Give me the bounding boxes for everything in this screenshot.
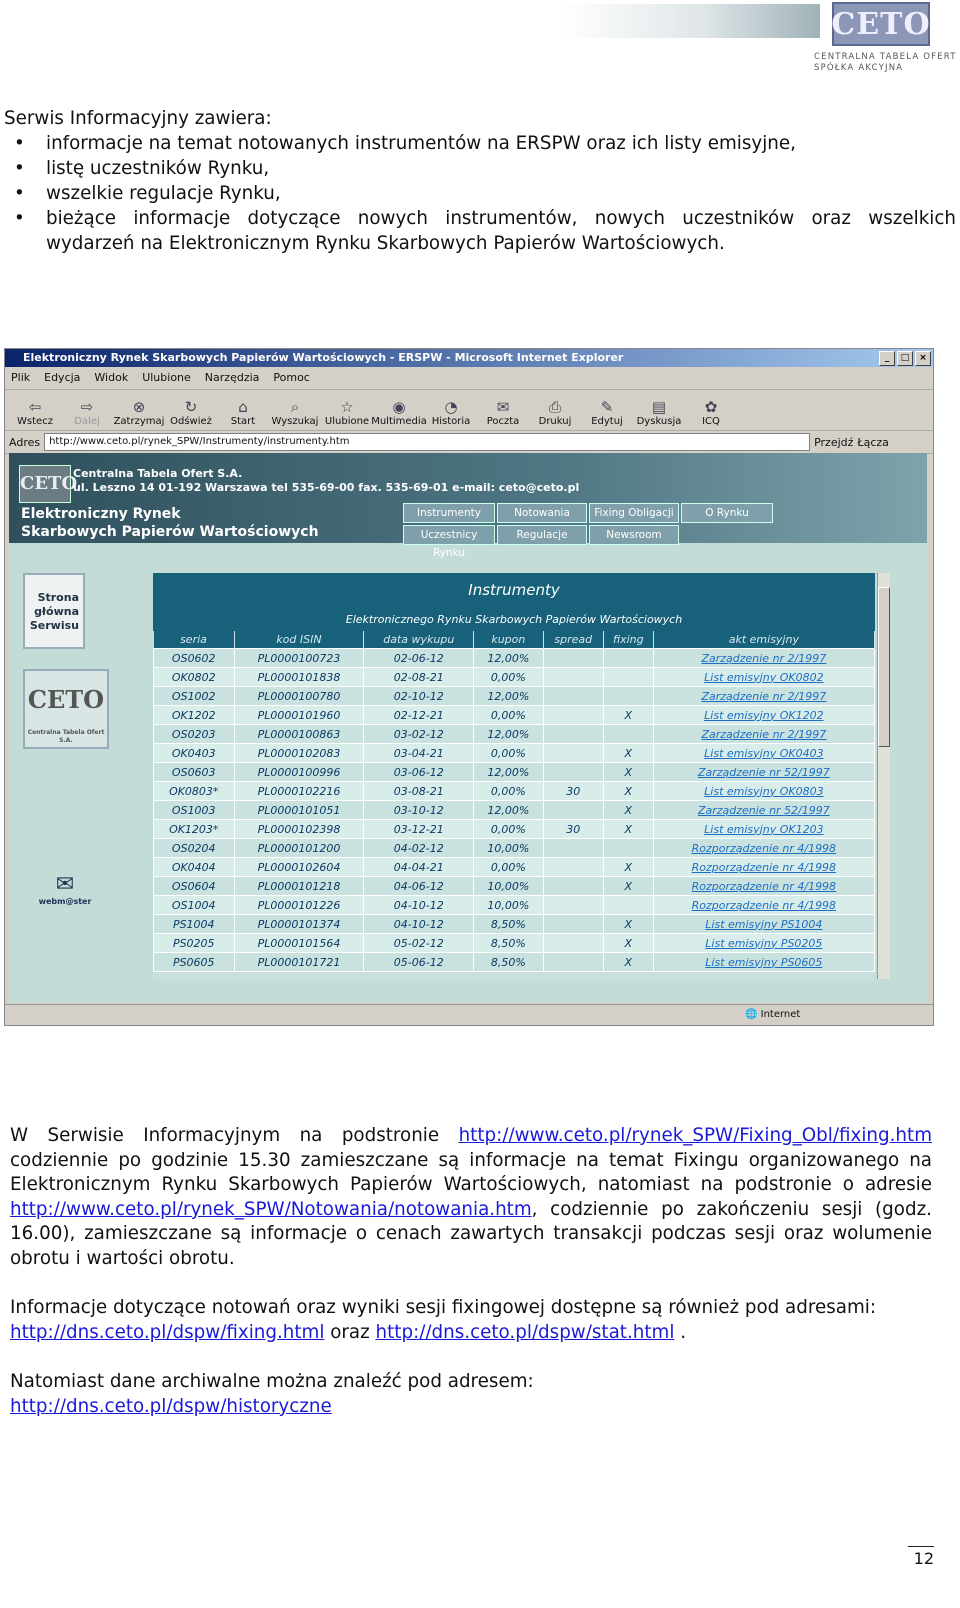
forward-button[interactable]: ⇨ Dalej <box>74 398 100 427</box>
table-cell <box>603 896 653 915</box>
search-icon: ⌕ <box>290 398 300 416</box>
nav-instrumenty[interactable]: Instrumenty <box>403 503 495 523</box>
table-cell: 0,00% <box>474 744 544 763</box>
table-cell: 02-10-12 <box>364 687 474 706</box>
issue-act-link[interactable]: Zarządzenie nr 52/1997 <box>653 801 874 820</box>
series-link[interactable]: OK1202 <box>154 706 235 725</box>
paragraph-addresses: Informacje dotyczące notowań oraz wyniki sesji fixingowej dostępne są również pod adresami: http://dns.ceto.pl/dspw/fixing.html oraz http://dns.ceto.pl/dspw/stat.html . <box>10 1297 877 1343</box>
table-cell <box>543 801 603 820</box>
table-cell: X <box>603 782 653 801</box>
menu-pomoc[interactable]: Pomoc <box>273 371 310 384</box>
table-cell <box>543 858 603 877</box>
paragraph-fixing: W Serwisie Informacyjnym na podstronie http://www.ceto.pl/rynek_SPW/Fixing_Obl/fixing.htm codziennie po godzinie 15.30 zamieszczane są informacje na temat Fixingu organizowanego na Elektronicznym Rynku Skarbowych Papierów Wartościowych, natomiast na podstronie o adresie http://www.ceto.pl/rynek_SPW/Notowania/notowania.htm, codziennie po zakończeniu sesji (godz. 16.00), zamieszczane są informacje o cenach zawartych transakcji podczas sesji oraz wolumenie obrotu i wartości obrotu. <box>10 1125 932 1269</box>
stop-button[interactable]: ⊗ Zatrzymaj <box>113 398 165 427</box>
series-link[interactable]: OK0404 <box>154 858 235 877</box>
table-row <box>154 915 875 934</box>
mail-icon: ✉ <box>496 398 510 416</box>
table-cell: PL0000100863 <box>234 725 364 744</box>
table-cell: 04-10-12 <box>364 896 474 915</box>
table-cell: PL0000101226 <box>234 896 364 915</box>
address-input[interactable]: http://www.ceto.pl/rynek_SPW/Instrumenty/instrumenty.htm <box>44 433 810 451</box>
table-cell: X <box>603 915 653 934</box>
intro-section <box>4 106 956 256</box>
vertical-scrollbar[interactable] <box>877 573 890 979</box>
table-cell <box>603 725 653 744</box>
address-bar <box>5 431 933 454</box>
table-cell: 03-06-12 <box>364 763 474 782</box>
table-row <box>154 706 875 725</box>
intro-heading: Serwis Informacyjny zawiera: <box>4 108 272 129</box>
series-link[interactable]: OS0203 <box>154 725 235 744</box>
home-page-button[interactable]: Strona główna Serwisu <box>23 573 85 649</box>
issue-act-link[interactable]: List emisyjny OK0403 <box>653 744 874 763</box>
table-cell: X <box>603 934 653 953</box>
issue-act-link[interactable]: Zarządzenie nr 2/1997 <box>653 649 874 668</box>
column-header: spread <box>543 631 603 649</box>
issue-act-link[interactable]: Rozporządzenie nr 4/1998 <box>653 877 874 896</box>
table-cell: PL0000101564 <box>234 934 364 953</box>
series-link[interactable]: OS0604 <box>154 877 235 896</box>
series-link[interactable]: OS0603 <box>154 763 235 782</box>
discuss-button[interactable]: ▤ Dyskusja <box>636 398 682 427</box>
table-cell <box>543 915 603 934</box>
paragraph-archive: Natomiast dane archiwalne można znaleźć pod adresem: http://dns.ceto.pl/dspw/historyczne <box>10 1370 932 1419</box>
table-cell: 10,00% <box>474 877 544 896</box>
site-title: Elektroniczny Rynek Skarbowych Papierów Wartościowych <box>21 506 319 540</box>
table-cell: 10,00% <box>474 896 544 915</box>
table-cell: PL0000101218 <box>234 877 364 896</box>
history-button[interactable]: ◔ Historia <box>431 398 471 427</box>
envelope-icon: ✉ <box>55 872 75 897</box>
icq-button[interactable]: ✿ ICQ <box>702 398 720 427</box>
site-header <box>9 453 927 559</box>
table-cell: 10,00% <box>474 839 544 858</box>
company-name-line1: CENTRALNA TABELA OFERT <box>814 52 957 62</box>
table-cell: 8,50% <box>474 915 544 934</box>
table-row <box>154 953 875 972</box>
table-cell <box>543 649 603 668</box>
fixing-link[interactable]: http://www.ceto.pl/rynek_SPW/Fixing_Obl/fixing.htm <box>458 1125 932 1146</box>
intro-list <box>4 131 956 256</box>
issue-act-link[interactable]: List emisyjny OK0803 <box>653 782 874 801</box>
table-row <box>154 858 875 877</box>
table-cell: 12,00% <box>474 725 544 744</box>
table-cell: X <box>603 706 653 725</box>
home-icon: ⌂ <box>238 398 248 416</box>
series-link[interactable]: OS1002 <box>154 687 235 706</box>
table-cell: X <box>603 801 653 820</box>
stop-icon: ⊗ <box>132 398 146 416</box>
scroll-thumb[interactable] <box>878 587 890 747</box>
nav-notowania[interactable]: Notowania <box>497 503 587 523</box>
table-row <box>154 782 875 801</box>
series-link[interactable]: OS1003 <box>154 801 235 820</box>
table-cell: X <box>603 858 653 877</box>
table-row <box>154 934 875 953</box>
table-cell: 12,00% <box>474 763 544 782</box>
table-cell <box>543 668 603 687</box>
table-row <box>154 877 875 896</box>
instruments-title: Instrumenty Elektronicznego Rynku Skarbowych Papierów Wartościowych <box>153 573 875 631</box>
issue-act-link[interactable]: List emisyjny PS0205 <box>653 934 874 953</box>
archive-link[interactable]: http://dns.ceto.pl/dspw/historyczne <box>10 1395 332 1417</box>
table-cell: 0,00% <box>474 668 544 687</box>
table-cell: PL0000101838 <box>234 668 364 687</box>
browser-window-screenshot <box>4 348 934 1026</box>
browser-title: Elektroniczny Rynek Skarbowych Papierów Wartościowych - ERSPW - Microsoft Internet Explorer <box>23 351 624 364</box>
table-cell: 03-04-21 <box>364 744 474 763</box>
table-cell: 04-06-12 <box>364 877 474 896</box>
table-cell: X <box>603 820 653 839</box>
series-link[interactable]: PS0605 <box>154 953 235 972</box>
forward-arrow-icon: ⇨ <box>80 398 94 416</box>
table-cell <box>543 839 603 858</box>
page-number: 12 <box>908 1546 934 1568</box>
dspw-stat-link[interactable]: http://dns.ceto.pl/dspw/stat.html <box>375 1321 675 1343</box>
table-row <box>154 649 875 668</box>
back-button[interactable]: ⇦ Wstecz <box>17 398 53 427</box>
table-cell: 05-06-12 <box>364 953 474 972</box>
menu-widok[interactable]: Widok <box>94 371 129 384</box>
table-cell <box>603 668 653 687</box>
table-cell: PL0000101200 <box>234 839 364 858</box>
table-row <box>154 668 875 687</box>
edit-button[interactable]: ✎ Edytuj <box>591 398 623 427</box>
issue-act-link[interactable]: Zarządzenie nr 2/1997 <box>653 687 874 706</box>
table-cell: 02-06-12 <box>364 649 474 668</box>
company-name-line2: SPÓŁKA AKCYJNA <box>814 63 904 73</box>
dspw-fixing-link[interactable]: http://dns.ceto.pl/dspw/fixing.html <box>10 1321 325 1343</box>
edit-icon: ✎ <box>600 398 614 416</box>
table-row <box>154 801 875 820</box>
table-cell: X <box>603 877 653 896</box>
table-cell: 8,50% <box>474 953 544 972</box>
issue-act-link[interactable]: List emisyjny PS0605 <box>653 953 874 972</box>
table-cell: PL0000100780 <box>234 687 364 706</box>
table-cell <box>543 725 603 744</box>
home-button[interactable]: ⌂ Start <box>230 398 256 427</box>
nav-uczestnicy[interactable]: Uczestnicy Rynku <box>403 525 495 545</box>
refresh-button[interactable]: ↻ Odśwież <box>170 398 212 427</box>
table-cell: X <box>603 763 653 782</box>
table-cell <box>543 934 603 953</box>
search-button[interactable]: ⌕ Wyszukaj <box>271 398 319 427</box>
list-item: • bieżące informacje dotyczące nowych instrumentów, nowych uczestników oraz wszelkich wydarzeń na Elektronicznym Rynku Skarbowych Papierów Wartościowych. <box>4 206 956 256</box>
issue-act-link[interactable]: Rozporządzenie nr 4/1998 <box>653 858 874 877</box>
table-row <box>154 839 875 858</box>
nav-o-rynku[interactable]: O Rynku <box>681 503 773 523</box>
table-cell <box>543 877 603 896</box>
print-icon: ⎙ <box>548 398 561 416</box>
table-row <box>154 896 875 915</box>
table-cell <box>543 687 603 706</box>
series-link[interactable]: PS0205 <box>154 934 235 953</box>
list-item: • wszelkie regulacje Rynku, <box>4 181 956 206</box>
table-cell: PL0000101051 <box>234 801 364 820</box>
table-cell: 0,00% <box>474 858 544 877</box>
table-cell: PL0000101960 <box>234 706 364 725</box>
maximize-icon[interactable]: □ <box>897 351 913 366</box>
column-header: seria <box>154 631 235 649</box>
table-cell: PL0000100723 <box>234 649 364 668</box>
browser-menubar <box>5 367 933 390</box>
table-cell <box>543 896 603 915</box>
instruments-table <box>153 631 875 972</box>
table-cell: 0,00% <box>474 706 544 725</box>
instruments-panel <box>153 573 875 981</box>
table-cell: 03-10-12 <box>364 801 474 820</box>
header-gradient <box>560 4 820 38</box>
nav-fixing[interactable]: Fixing Obligacji <box>589 503 679 523</box>
table-cell: 03-08-21 <box>364 782 474 801</box>
media-icon: ◉ <box>392 398 406 416</box>
column-header: kupon <box>474 631 544 649</box>
go-button[interactable]: Przejdź <box>814 435 854 449</box>
table-cell: PL0000100996 <box>234 763 364 782</box>
series-link[interactable]: OK0403 <box>154 744 235 763</box>
series-link[interactable]: OS0602 <box>154 649 235 668</box>
minimize-icon[interactable]: _ <box>879 351 895 366</box>
address-label: Adres <box>9 435 41 449</box>
table-cell: 12,00% <box>474 687 544 706</box>
print-button[interactable]: ⎙ Drukuj <box>538 398 572 427</box>
table-cell: 05-02-12 <box>364 934 474 953</box>
issue-act-link[interactable]: List emisyjny OK1202 <box>653 706 874 725</box>
history-icon: ◔ <box>444 398 458 416</box>
list-item: • listę uczestników Rynku, <box>4 156 956 181</box>
table-cell: 04-04-21 <box>364 858 474 877</box>
table-row <box>154 725 875 744</box>
table-cell: X <box>603 953 653 972</box>
table-row <box>154 687 875 706</box>
mail-button[interactable]: ✉ Poczta <box>486 398 520 427</box>
series-link[interactable]: OS1004 <box>154 896 235 915</box>
table-cell: 0,00% <box>474 782 544 801</box>
table-cell: 03-12-21 <box>364 820 474 839</box>
issue-act-link[interactable]: Zarządzenie nr 52/1997 <box>653 763 874 782</box>
table-cell: PL0000102216 <box>234 782 364 801</box>
column-header: data wykupu <box>364 631 474 649</box>
notowania-link[interactable]: http://www.ceto.pl/rynek_SPW/Notowania/notowania.htm <box>10 1198 532 1220</box>
table-cell: 04-02-12 <box>364 839 474 858</box>
table-cell: X <box>603 744 653 763</box>
table-cell: PL0000102604 <box>234 858 364 877</box>
table-cell: PL0000101374 <box>234 915 364 934</box>
table-cell: 02-12-21 <box>364 706 474 725</box>
site-logo[interactable]: CETO <box>19 465 71 503</box>
webmaster-link[interactable]: ✉ webm@ster <box>35 873 95 906</box>
series-link[interactable]: OK0803* <box>154 782 235 801</box>
browser-toolbar <box>5 390 933 431</box>
table-cell <box>603 649 653 668</box>
table-row <box>154 744 875 763</box>
issue-act-link[interactable]: Zarządzenie nr 2/1997 <box>653 725 874 744</box>
list-item: • informacje na temat notowanych instrumentów na ERSPW oraz ich listy emisyjne, <box>4 131 956 156</box>
column-header: kod ISIN <box>234 631 364 649</box>
menu-edycja[interactable]: Edycja <box>44 371 81 384</box>
nav-newsroom[interactable]: Newsroom <box>589 525 679 545</box>
table-cell <box>543 744 603 763</box>
column-header: fixing <box>603 631 653 649</box>
table-cell <box>603 687 653 706</box>
refresh-icon: ↻ <box>184 398 198 416</box>
status-bar <box>5 1004 933 1025</box>
browser-titlebar <box>5 349 933 367</box>
issue-act-link[interactable]: Rozporządzenie nr 4/1998 <box>653 839 874 858</box>
table-cell: PL0000101721 <box>234 953 364 972</box>
table-cell: 03-02-12 <box>364 725 474 744</box>
series-link[interactable]: OK0802 <box>154 668 235 687</box>
table-cell: 02-08-21 <box>364 668 474 687</box>
menu-narzedzia[interactable]: Narzędzia <box>204 371 260 384</box>
issue-act-link[interactable]: Rozporządzenie nr 4/1998 <box>653 896 874 915</box>
status-zone: 🌐 Internet <box>745 1009 801 1020</box>
icq-icon: ✿ <box>704 398 718 416</box>
side-ceto-logo: CETO Centralna Tabela Ofert S.A. <box>23 669 109 749</box>
series-link[interactable]: OS0204 <box>154 839 235 858</box>
series-link[interactable]: OK1203* <box>154 820 235 839</box>
back-arrow-icon: ⇦ <box>28 398 42 416</box>
ceto-logo: CETO <box>832 2 930 46</box>
table-row <box>154 763 875 782</box>
table-cell <box>543 953 603 972</box>
links-button[interactable]: Łącza <box>857 435 889 449</box>
table-cell <box>543 706 603 725</box>
menu-ulubione[interactable]: Ulubione <box>142 371 191 384</box>
table-cell: 8,50% <box>474 934 544 953</box>
column-header: akt emisyjny <box>653 631 874 649</box>
site-nav <box>403 503 773 559</box>
page-content <box>9 453 927 1003</box>
table-cell: 30 <box>543 782 603 801</box>
favorites-button[interactable]: ☆ Ulubione <box>324 398 370 427</box>
nav-regulacje[interactable]: Regulacje <box>497 525 587 545</box>
issue-act-link[interactable]: List emisyjny OK0802 <box>653 668 874 687</box>
menu-plik[interactable]: Plik <box>11 371 31 384</box>
site-company: Centralna Tabela Ofert S.A. ul. Leszno 14 01-192 Warszawa tel 535-69-00 fax. 535-69-01 e-mail: ceto@ceto.pl <box>73 467 580 494</box>
table-cell: 0,00% <box>474 820 544 839</box>
media-button[interactable]: ◉ Multimedia <box>371 398 427 427</box>
table-cell <box>543 763 603 782</box>
discuss-icon: ▤ <box>651 398 667 416</box>
table-row <box>154 820 875 839</box>
close-icon[interactable]: × <box>915 351 931 366</box>
issue-act-link[interactable]: List emisyjny PS1004 <box>653 915 874 934</box>
table-cell: 04-10-12 <box>364 915 474 934</box>
table-cell: 30 <box>543 820 603 839</box>
table-cell: PL0000102398 <box>234 820 364 839</box>
series-link[interactable]: PS1004 <box>154 915 235 934</box>
favorites-icon: ☆ <box>340 398 354 416</box>
issue-act-link[interactable]: List emisyjny OK1203 <box>653 820 874 839</box>
table-cell: 12,00% <box>474 649 544 668</box>
table-cell <box>603 839 653 858</box>
table-cell: 12,00% <box>474 801 544 820</box>
table-cell: PL0000102083 <box>234 744 364 763</box>
